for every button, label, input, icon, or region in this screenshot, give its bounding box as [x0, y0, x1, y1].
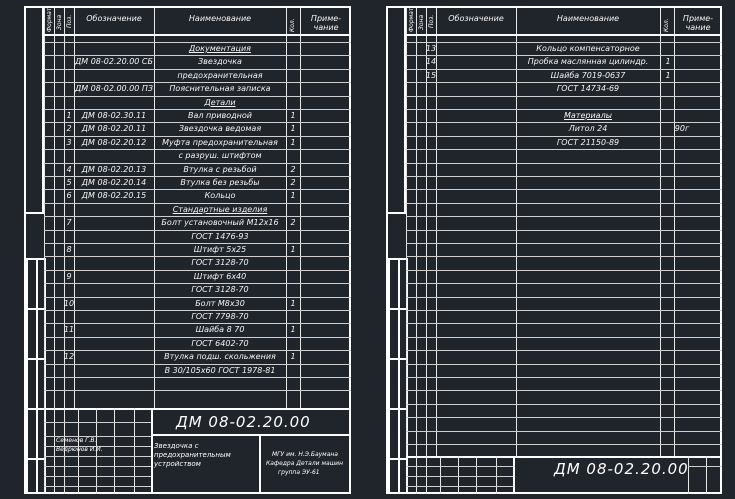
grid-row-line [406, 323, 722, 324]
tb-row-line [44, 486, 151, 487]
header-designation: Обозначение [448, 14, 504, 23]
margin-tick [26, 308, 44, 310]
header-divider [406, 34, 722, 36]
title-block-code: ДМ 08-02.20.00 [554, 460, 689, 478]
grid-row-line [406, 82, 722, 83]
row-designation: ДМ 08-02.20.15 [81, 191, 147, 201]
grid-row-line [44, 256, 351, 257]
row-name: Штифт 5х25 [193, 245, 247, 254]
grid-row-line [44, 390, 351, 391]
row-qty: 1 [290, 245, 296, 254]
row-pos: 3 [66, 137, 72, 147]
tb-divider [259, 434, 261, 494]
row-name: Шайба 8 70 [195, 325, 245, 335]
margin-tick [388, 308, 406, 310]
margin-tick [388, 408, 406, 410]
tb-col-line [476, 456, 477, 494]
header-zone: Зона [418, 14, 425, 30]
row-name: ГОСТ 14734-69 [556, 84, 620, 94]
header-name: Наименование [188, 14, 252, 23]
grid-col-line [406, 8, 407, 456]
row-name: ГОСТ 1476-93 [191, 231, 249, 241]
row-pos: 2 [66, 124, 72, 134]
grid-row-line [44, 310, 351, 311]
title-block-org-2: Кафедра Детали машин [266, 460, 344, 467]
grid-row-line [406, 256, 722, 257]
row-name: Муфта предохранительная [162, 137, 278, 147]
header-note-1: Приме- [310, 14, 342, 23]
margin-tick [388, 458, 406, 460]
row-name: предохранительная [177, 70, 263, 80]
header-note-2: чание [313, 23, 339, 32]
title-block-top [44, 408, 351, 410]
grid-row-line [406, 390, 722, 391]
grid-row-line [44, 297, 351, 298]
grid-row-line [406, 203, 722, 204]
row-name: ГОСТ 7798-70 [191, 312, 249, 321]
tb-divider [151, 408, 153, 494]
grid-row-line [44, 82, 351, 83]
row-name: В 30/105х60 ГОСТ 1978-81 [164, 365, 276, 375]
row-name: Детали [204, 97, 236, 107]
grid-col-line [674, 8, 675, 456]
grid-row-line [406, 297, 722, 298]
row-qty: 1 [290, 124, 296, 134]
tb-col-line [134, 408, 135, 494]
row-name: Втулка без резьбы [180, 178, 260, 187]
grid-row-line [44, 176, 351, 177]
row-pos: 1 [66, 111, 72, 120]
row-designation: ДМ 08-02.20.14 [81, 178, 147, 187]
row-name: Стандартные изделия [172, 204, 268, 214]
grid-row-line [44, 189, 351, 190]
grid-row-line [44, 149, 351, 150]
title-block-person-1: Семенов Г.В. [56, 437, 97, 444]
row-name: Втулка с резьбой [183, 164, 257, 174]
grid-row-line [44, 42, 351, 43]
row-pos: 15 [425, 70, 437, 80]
grid-row-line [406, 149, 722, 150]
grid-row-line [44, 230, 351, 231]
row-name: ГОСТ 21150-89 [556, 137, 620, 147]
grid-row-line [406, 176, 722, 177]
tb-col-line [440, 456, 441, 494]
grid-row-line [44, 364, 351, 365]
row-name: Пояснительная записка [169, 84, 271, 94]
row-name: с разруш. штифтом [178, 151, 262, 161]
title-block-person-2: Ведрюнов И.И. [56, 446, 103, 453]
header-format: Формат [46, 7, 53, 32]
row-name: Втулка подш. скольжения [164, 352, 276, 362]
row-name: Кольцо компенсаторное [536, 44, 640, 53]
tb-col-line [416, 456, 417, 494]
header-note-1: Приме- [682, 14, 714, 23]
tb-divider [513, 456, 515, 494]
header-name: Наименование [556, 14, 620, 23]
grid-row-line [406, 337, 722, 338]
grid-row-line [406, 69, 722, 70]
grid-row-line [406, 122, 722, 123]
tb-row-line [688, 466, 722, 467]
tb-row-line [44, 422, 151, 423]
header-pos: Поз. [66, 14, 73, 28]
tb-col-line [706, 456, 707, 494]
tb-col-line [54, 408, 55, 494]
row-name: ГОСТ 6402-70 [191, 338, 249, 348]
grid-row-line [406, 163, 722, 164]
grid-row-line [44, 109, 351, 110]
row-name: Пробка маслянная цилиндр. [527, 57, 649, 67]
header-zone: Зона [56, 14, 63, 30]
row-designation: ДМ 08-02.30.11 [81, 111, 147, 120]
grid-col-line [660, 8, 661, 456]
grid-row-line [44, 216, 351, 217]
row-qty: 1 [665, 70, 671, 80]
grid-row-line [406, 431, 722, 432]
tb-row-line [44, 476, 151, 477]
grid-row-line [406, 270, 722, 271]
tb-divider [151, 434, 351, 436]
tb-col-line [458, 456, 459, 494]
tb-col-line [44, 408, 45, 494]
grid-col-line [516, 8, 517, 456]
grid-row-line [406, 417, 722, 418]
title-block-org-3: группа ЭУ-61 [278, 469, 320, 476]
row-qty: 2 [290, 218, 296, 228]
row-pos: 7 [66, 218, 72, 228]
tb-row-line [406, 476, 513, 477]
grid-row-line [44, 337, 351, 338]
row-name: Звездочка [198, 57, 242, 67]
row-designation: ДМ 08-02.00.00 ПЗ [74, 84, 154, 94]
margin-tick [26, 258, 44, 260]
grid-row-line [406, 283, 722, 284]
grid-row-line [406, 216, 722, 217]
grid-row-line [406, 109, 722, 110]
row-pos: 8 [66, 245, 72, 254]
grid-row-line [44, 136, 351, 137]
grid-row-line [406, 230, 722, 231]
grid-row-line [406, 55, 722, 56]
grid-row-line [406, 243, 722, 244]
grid-row-line [406, 404, 722, 405]
grid-row-line [44, 55, 351, 56]
margin-tick [388, 358, 406, 360]
row-name: Шайба 7019-0637 [550, 70, 626, 80]
title-block-top [406, 456, 722, 458]
row-pos: 14 [425, 57, 437, 67]
row-pos: 4 [66, 164, 72, 174]
row-designation: ДМ 08-02.20.00 СБ [74, 57, 154, 67]
grid-col-line [436, 8, 437, 456]
grid-row-line [44, 203, 351, 204]
header-qty: Кол. [663, 18, 670, 32]
row-note: 90г [674, 124, 690, 134]
row-pos: 13 [425, 44, 437, 53]
header-pos: Поз. [428, 14, 435, 28]
row-designation: ДМ 08-02.20.11 [81, 124, 147, 134]
grid-row-line [44, 243, 351, 244]
margin-tick [26, 408, 44, 410]
grid-row-line [406, 377, 722, 378]
row-pos: 10 [63, 298, 75, 308]
grid-row-line [44, 283, 351, 284]
grid-row-line [44, 69, 351, 70]
title-block-code: ДМ 08-02.20.00 [176, 413, 311, 431]
grid-row-line [44, 377, 351, 378]
row-pos: 12 [63, 352, 75, 362]
grid-row-line [406, 444, 722, 445]
header-divider [44, 34, 351, 36]
grid-row-line [406, 189, 722, 190]
row-name: Болт установочный М12х16 [161, 218, 279, 228]
header-note-2: чание [685, 23, 711, 32]
grid-col-line [416, 8, 417, 456]
header-qty: Кол. [289, 18, 296, 32]
row-qty: 1 [290, 325, 296, 335]
row-name: ГОСТ 3128-70 [191, 285, 249, 295]
title-block-product-name: Звездочка с предохранительным устройством [154, 442, 231, 468]
row-name: ГОСТ 3128-70 [191, 258, 249, 268]
header-format: Формат [408, 7, 415, 32]
tb-row-line [44, 456, 151, 457]
row-qty: 1 [290, 298, 296, 308]
row-name: Звездочка ведомая [178, 124, 262, 134]
spec-sheet-1 [24, 6, 351, 494]
row-name: Кольцо [204, 191, 236, 201]
header-designation: Обозначение [86, 14, 142, 23]
margin-tick [26, 358, 44, 360]
row-qty: 1 [290, 352, 296, 362]
tb-col-line [114, 408, 115, 494]
margin-tick [388, 258, 406, 260]
row-pos: 6 [66, 191, 72, 201]
title-block-org-1: МГУ им. Н.Э.Баумана [272, 451, 338, 458]
grid-row-line [406, 364, 722, 365]
row-name: Материалы [564, 111, 612, 120]
row-pos: 9 [66, 271, 72, 281]
grid-row-line [44, 163, 351, 164]
grid-row-line [406, 350, 722, 351]
tb-col-line [496, 456, 497, 494]
grid-row-line [44, 323, 351, 324]
row-name: Документация [189, 44, 251, 53]
row-qty: 1 [665, 57, 671, 67]
row-qty: 1 [290, 191, 296, 201]
tb-col-line [426, 456, 427, 494]
grid-row-line [406, 310, 722, 311]
row-name: Вал приводной [187, 111, 253, 120]
tb-row-line [406, 486, 513, 487]
row-pos: 11 [63, 325, 75, 335]
grid-row-line [44, 96, 351, 97]
grid-row-line [44, 122, 351, 123]
row-qty: 2 [290, 178, 296, 187]
grid-row-line [44, 350, 351, 351]
row-name: Литол 24 [568, 124, 608, 134]
margin-tick [388, 212, 406, 214]
row-name: Штифт 6х40 [193, 271, 247, 281]
grid-row-line [406, 96, 722, 97]
row-designation: ДМ 08-02.20.12 [81, 137, 147, 147]
margin-tick [26, 212, 44, 214]
row-qty: 1 [290, 137, 296, 147]
row-pos: 5 [66, 178, 72, 187]
tb-row-line [44, 466, 151, 467]
spec-sheet-2 [386, 6, 722, 494]
row-name: Болт М8х30 [195, 298, 245, 308]
tb-row-line [406, 466, 513, 467]
margin-tick [26, 458, 44, 460]
grid-row-line [406, 136, 722, 137]
row-qty: 2 [290, 164, 296, 174]
row-designation: ДМ 08-02.20.13 [81, 164, 147, 174]
grid-row-line [44, 270, 351, 271]
grid-row-line [406, 42, 722, 43]
row-qty: 1 [290, 111, 296, 120]
